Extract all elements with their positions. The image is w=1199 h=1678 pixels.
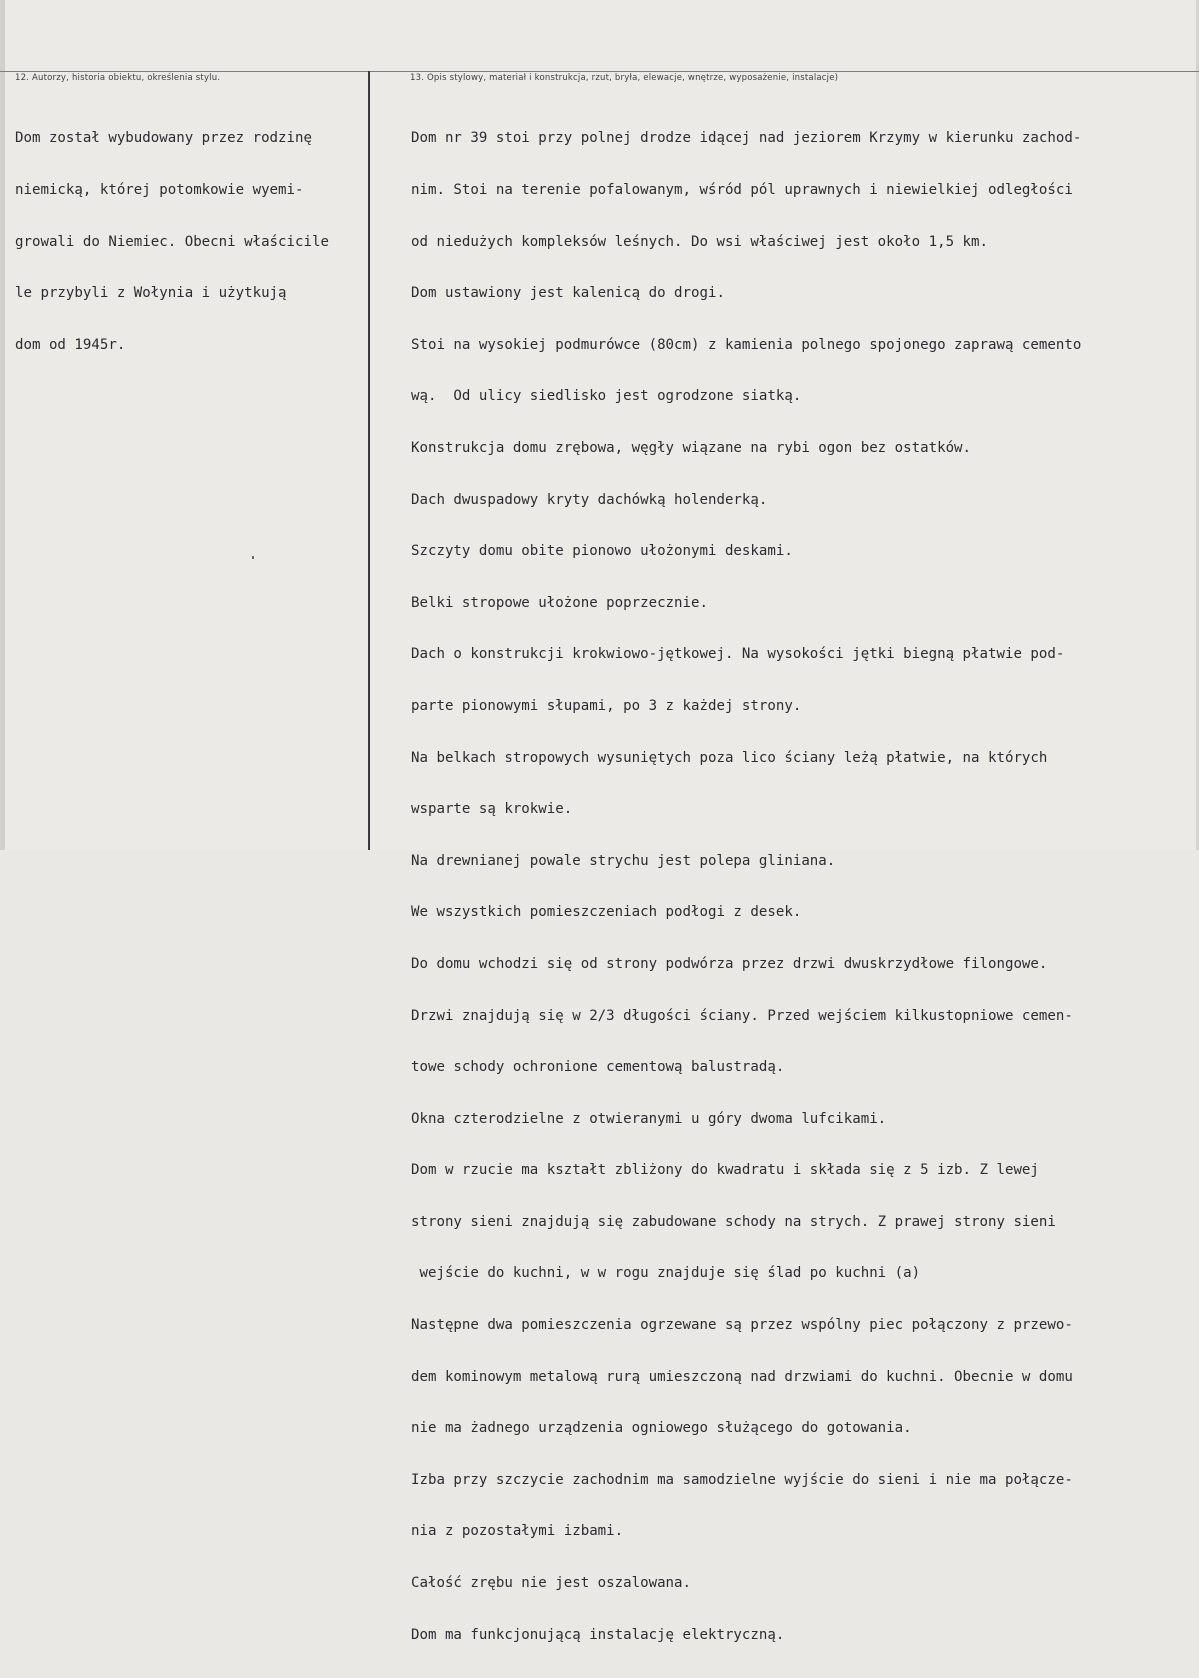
history-text-block bbox=[15, 96, 375, 388]
text-line: Do domu wchodzi się od strony podwórza przez drzwi dwuskrzydłowe filongowe. bbox=[411, 955, 1048, 972]
text-line: dom od 1945r. bbox=[15, 336, 126, 353]
text-line: growali do Niemiec. Obecni właścicile bbox=[15, 233, 329, 250]
text-line: dem kominowym metalową rurą umieszczoną nad drzwiami do kuchni. Obecnie w domu bbox=[411, 1368, 1073, 1385]
text-line: le przybyli z Wołynia i użytkują bbox=[15, 285, 287, 302]
section-12-heading: 12. Autorzy, historia obiektu, określenia stylu. bbox=[15, 73, 221, 83]
text-line: We wszystkich pomieszczeniach podłogi z desek. bbox=[411, 904, 802, 921]
text-line: nia z pozostałymi izbami. bbox=[411, 1523, 624, 1540]
text-line: Następne dwa pomieszczenia ogrzewane są przez wspólny piec połączony z przewo- bbox=[411, 1317, 1073, 1334]
text-line: Na belkach stropowych wysuniętych poza lico ściany leżą płatwie, na których bbox=[411, 749, 1048, 766]
description-text-block bbox=[411, 96, 1191, 1678]
text-line: Stoi na wysokiej podmurówce (80cm) z kamienia polnego spojonego zaprawą cemento bbox=[411, 336, 1082, 353]
text-line: towe schody ochronione cementową balustradą. bbox=[411, 1059, 785, 1076]
text-line: Dach dwuspadowy kryty dachówką holenderką. bbox=[411, 491, 768, 508]
text-line: Dach o konstrukcji krokwiowo-jętkowej. Na wysokości jętki biegną płatwie pod- bbox=[411, 646, 1065, 663]
text-line: Izba przy szczycie zachodnim ma samodzielne wyjście do sieni i nie ma połącze- bbox=[411, 1471, 1073, 1488]
text-line: Drzwi znajdują się w 2/3 długości ściany. Przed wejściem kilkustopniowe cemen- bbox=[411, 1007, 1073, 1024]
text-line: strony sieni znajdują się zabudowane schody na strych. Z prawej strony sieni bbox=[411, 1213, 1056, 1230]
header-rule bbox=[0, 71, 1199, 72]
text-line: Konstrukcja domu zrębowa, węgły wiązane na rybi ogon bez ostatków. bbox=[411, 439, 972, 456]
text-line: nie ma żadnego urządzenia ogniowego służącego do gotowania. bbox=[411, 1420, 912, 1437]
text-line: Okna czterodzielne z otwieranymi u góry dwoma lufcikami. bbox=[411, 1110, 887, 1127]
text-line: wsparte są krokwie. bbox=[411, 801, 573, 818]
text-line: nim. Stoi na terenie pofalowanym, wśród pól uprawnych i niewielkiej odległości bbox=[411, 182, 1073, 198]
text-line: Całość zrębu nie jest oszalowana. bbox=[411, 1575, 692, 1592]
text-line: niemicką, której potomkowie wyemi- bbox=[15, 182, 304, 198]
paper-speck bbox=[252, 556, 254, 559]
text-line: Dom został wybudowany przez rodzinę bbox=[15, 130, 312, 147]
left-page-edge bbox=[0, 0, 5, 850]
text-line: Dom nr 39 stoi przy polnej drodze idącej nad jeziorem Krzymy w kierunku zachod- bbox=[411, 130, 1082, 147]
text-line: od niedużych kompleksów leśnych. Do wsi właściwej jest około 1,5 km. bbox=[411, 233, 988, 250]
text-line: Dom ustawiony jest kalenicą do drogi. bbox=[411, 285, 725, 302]
text-line: Szczyty domu obite pionowo ułożonymi deskami. bbox=[411, 543, 793, 560]
text-line: Na drewnianej powale strychu jest polepa gliniana. bbox=[411, 852, 836, 869]
text-line: Dom ma funkcjonującą instalację elektryczną. bbox=[411, 1626, 785, 1643]
section-13-heading: 13. Opis stylowy, materiał i konstrukcja, rzut, bryła, elewacje, wnętrze, wyposażenie, instalacje) bbox=[410, 73, 839, 83]
text-line: parte pionowymi słupami, po 3 z każdej strony. bbox=[411, 697, 802, 714]
text-line: wą. Od ulicy siedlisko jest ogrodzone siatką. bbox=[411, 388, 802, 405]
text-line: Dom w rzucie ma kształt zbliżony do kwadratu i składa się z 5 izb. Z lewej bbox=[411, 1162, 1039, 1179]
text-line: wejście do kuchni, w w rogu znajduje się ślad po kuchni (a) bbox=[411, 1265, 921, 1282]
text-line: Belki stropowe ułożone poprzecznie. bbox=[411, 594, 708, 611]
